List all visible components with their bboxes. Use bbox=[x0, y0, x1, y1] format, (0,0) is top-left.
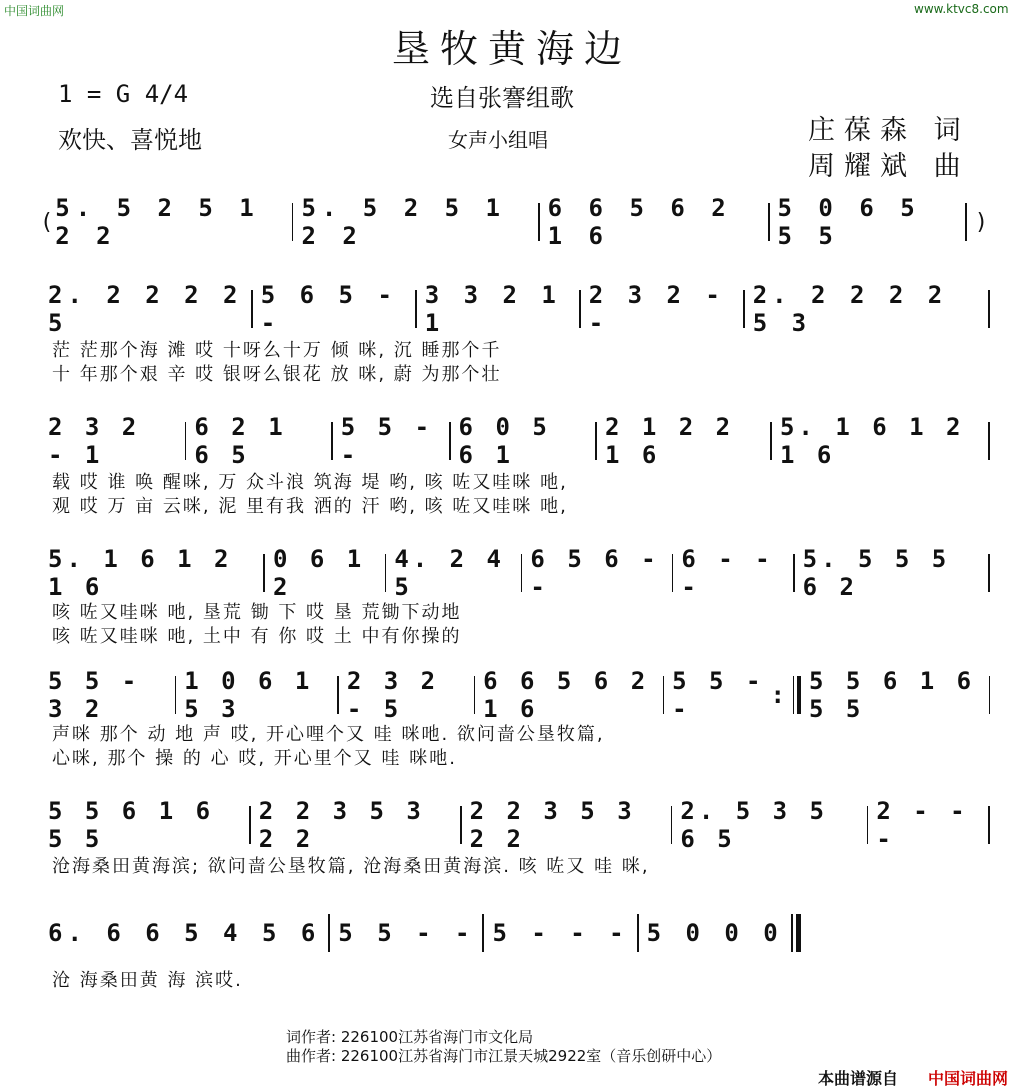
measure: 2 - - - bbox=[876, 797, 969, 853]
song-title: 垦牧黄海边 bbox=[391, 27, 632, 71]
lyricist-label: 词作者: bbox=[286, 1028, 337, 1046]
double-barline bbox=[797, 676, 801, 714]
lyric-verse-1: 沧海桑田黄海滨; 欲问啬公垦牧篇, 沧海桑田黄海滨. 咳 咗又 哇 咪, bbox=[52, 856, 650, 877]
measure: 6. 6 6 5 4 5 6 bbox=[48, 919, 321, 947]
measure: 5. 1 6 1 2 1 6 bbox=[779, 413, 965, 469]
repeat-parenthesis-close: ) bbox=[974, 209, 988, 235]
repeat-parenthesis-open: ( bbox=[40, 209, 54, 235]
measure: 2. 2 2 2 2 5 3 bbox=[752, 281, 948, 337]
lyric-verse-1: 声咪 那个 动 地 声 哎, 开心哩个又 哇 咪吔. 欲问啬公垦牧篇, bbox=[52, 724, 605, 745]
measure: 6 2 1 6 5 bbox=[194, 413, 287, 469]
barline bbox=[768, 203, 770, 241]
measure: 6 0 5 6 1 bbox=[458, 413, 551, 469]
measure: 2 3 2 - 5 bbox=[346, 667, 440, 723]
measure: 5 5 6 1 6 5 5 bbox=[48, 797, 215, 853]
composer-address: 226100江苏省海门市江景天城2922室（音乐创研中心） bbox=[340, 1047, 722, 1065]
measure: 2. 2 2 2 2 5 bbox=[48, 281, 243, 337]
measure: 4. 2 4 5 bbox=[394, 545, 506, 601]
barline bbox=[263, 554, 265, 592]
barline bbox=[867, 806, 869, 844]
measure: 5 5 6 1 6 5 5 bbox=[809, 667, 976, 723]
barline bbox=[521, 554, 523, 592]
barline bbox=[989, 676, 990, 714]
staff-line-6 bbox=[48, 797, 998, 854]
measure: 2 2 3 5 3 2 2 bbox=[258, 797, 425, 853]
tempo-marking: 欢快、喜悦地 bbox=[58, 126, 202, 154]
measure: 6 - - - bbox=[681, 545, 774, 601]
measure: 5. 5 2 5 1 2 2 bbox=[301, 194, 506, 250]
barline bbox=[988, 422, 990, 460]
barline bbox=[185, 422, 187, 460]
measure: 6 6 5 6 2 1 6 bbox=[547, 194, 732, 250]
measure: 5 0 6 5 5 5 bbox=[777, 194, 921, 250]
measure: 6 6 5 6 2 1 6 bbox=[483, 667, 650, 723]
watermark-url: www.ktvc8.com bbox=[914, 2, 1009, 16]
measure: 5 5 - 3 2 bbox=[48, 667, 141, 723]
lyric-verse-2: 咳 咗又哇咪 吔, 土中 有 你 哎 土 中有你操的 bbox=[52, 626, 462, 647]
source-site: 中国词曲网 bbox=[928, 1069, 1009, 1088]
lyric-verse-1: 茫 茫那个海 滩 哎 十呀么十万 倾 咪, 沉 睡那个千 bbox=[52, 340, 502, 361]
song-source: 选自张謇组歌 bbox=[430, 84, 574, 112]
barline bbox=[595, 422, 597, 460]
barline bbox=[793, 676, 794, 714]
measure: 5 5 - - bbox=[340, 413, 434, 469]
barline bbox=[663, 676, 664, 714]
measure: 2 3 2 - - bbox=[588, 281, 725, 337]
watermark-site-cn: 中国词曲网 bbox=[4, 4, 65, 18]
barline bbox=[482, 914, 484, 952]
lyric-verse-1: 咳 咗又哇咪 吔, 垦荒 锄 下 哎 垦 荒锄下动地 bbox=[52, 602, 462, 623]
barline bbox=[337, 676, 338, 714]
barline bbox=[249, 806, 251, 844]
lyric-verse-1: 载 哎 谁 唤 醒咪, 万 众斗浪 筑海 堤 哟, 咳 咗又哇咪 吔, bbox=[52, 472, 568, 493]
source-label: 本曲谱源自 bbox=[818, 1069, 899, 1088]
barline bbox=[672, 554, 674, 592]
barline bbox=[538, 203, 540, 241]
measure: 5. 5 2 5 1 2 2 bbox=[55, 194, 260, 250]
barline bbox=[988, 554, 990, 592]
lyricist-address: 226100江苏省海门市文化局 bbox=[340, 1028, 534, 1046]
barline bbox=[791, 914, 793, 952]
measure: 5. 5 5 5 6 2 bbox=[802, 545, 951, 601]
lyric-verse-2: 心咪, 那个 操 的 心 哎, 开心里个又 哇 咪吔. bbox=[52, 748, 457, 769]
measure: 5 5 - - bbox=[672, 667, 765, 723]
barline bbox=[328, 914, 330, 952]
staff-line-1 bbox=[40, 194, 990, 251]
barline bbox=[449, 422, 451, 460]
measure: 5. 1 6 1 2 1 6 bbox=[48, 545, 233, 601]
barline bbox=[793, 554, 795, 592]
barline bbox=[988, 290, 990, 328]
barline bbox=[331, 422, 333, 460]
barline bbox=[770, 422, 772, 460]
barline bbox=[415, 290, 417, 328]
measure: 6 5 6 - - bbox=[530, 545, 660, 601]
staff-line-2 bbox=[48, 281, 998, 338]
measure: 5 5 - - bbox=[338, 919, 475, 947]
barline bbox=[175, 676, 176, 714]
measure: 3 3 2 1 1 bbox=[424, 281, 561, 337]
measure: 0 6 1 2 bbox=[273, 545, 366, 601]
barline bbox=[251, 290, 253, 328]
lyric-verse-1: 沧 海桑田黄 海 滨哎. bbox=[52, 970, 243, 991]
barline bbox=[385, 554, 387, 592]
measure: 1 0 6 1 5 3 bbox=[184, 667, 314, 723]
lyric-verse-2: 观 哎 万 亩 云咪, 泥 里有我 洒的 汗 哟, 咳 咗又哇咪 吔, bbox=[52, 496, 568, 517]
barline bbox=[474, 676, 475, 714]
measure: 2 3 2 - 1 bbox=[48, 413, 141, 469]
composer-label: 曲作者: bbox=[286, 1047, 337, 1065]
barline bbox=[579, 290, 581, 328]
measure: 5 6 5 - - bbox=[260, 281, 397, 337]
final-barline bbox=[796, 914, 801, 952]
measure: 2 1 2 2 1 6 bbox=[604, 413, 735, 469]
measure: 5 0 0 0 bbox=[646, 919, 783, 947]
composer-contact bbox=[286, 1045, 721, 1066]
lyricist-credit: 庄葆森 词 bbox=[808, 115, 970, 146]
staff-line-3 bbox=[48, 413, 998, 470]
staff-line-5 bbox=[48, 667, 998, 724]
lyric-verse-2: 十 年那个艰 辛 哎 银呀么银花 放 咪, 蔚 为那个壮 bbox=[52, 364, 502, 385]
staff-line-4 bbox=[48, 545, 998, 602]
lyricist-contact bbox=[286, 1026, 533, 1047]
key-signature: 1 = G 4/4 bbox=[58, 80, 189, 108]
repeat-sign: : bbox=[770, 681, 785, 709]
measure: 2 2 3 5 3 2 2 bbox=[469, 797, 636, 853]
barline bbox=[988, 806, 990, 844]
performer-note: 女声小组唱 bbox=[448, 128, 548, 152]
barline bbox=[743, 290, 745, 328]
barline bbox=[637, 914, 639, 952]
barline bbox=[671, 806, 673, 844]
staff-line-7 bbox=[48, 916, 998, 962]
composer-credit: 周耀斌 曲 bbox=[808, 151, 970, 182]
barline bbox=[460, 806, 462, 844]
measure: 2. 5 3 5 6 5 bbox=[680, 797, 828, 853]
measure: 5 - - - bbox=[492, 919, 629, 947]
barline bbox=[292, 203, 294, 241]
barline bbox=[965, 203, 967, 241]
